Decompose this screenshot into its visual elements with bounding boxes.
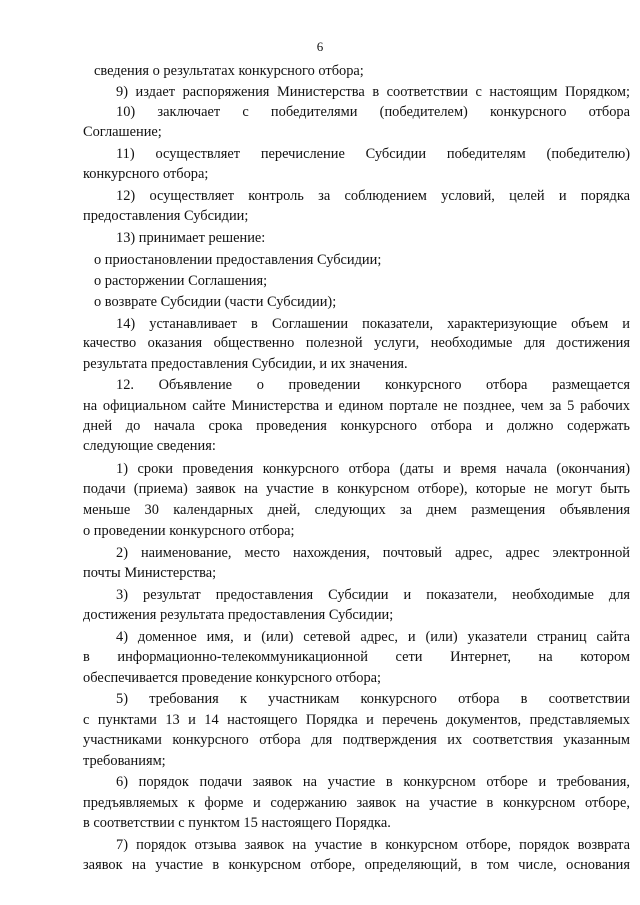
text-line: заявок на участие в конкурсном отборе, определяющий, в том числе, основания bbox=[83, 857, 630, 873]
text-line: конкурсного отбора; bbox=[83, 166, 209, 182]
text-line: результата предоставления Субсидии, и их значения. bbox=[83, 356, 408, 372]
text-line: 12) осуществляет контроль за соблюдением условий, целей и порядка bbox=[116, 188, 630, 204]
text-line: участниками конкурсного отбора для подтверждения их соответствия указанным bbox=[83, 732, 630, 748]
text-line: с пунктами 13 и 14 настоящего Порядка и перечень документов, представляемых bbox=[83, 712, 630, 728]
text-line: требованиям; bbox=[83, 753, 166, 769]
text-line: подачи (приема) заявок на участие в конкурсном отборе), которые не могут быть bbox=[83, 481, 630, 497]
text-line: о приостановлении предоставления Субсидии; bbox=[94, 252, 382, 268]
text-line: 10) заключает с победителями (победителем) конкурсного отбора bbox=[116, 104, 630, 120]
text-line: 12. Объявление о проведении конкурсного отбора размещается bbox=[116, 377, 630, 393]
text-line: в информационно-телекоммуникационной сети Интернет, на котором bbox=[83, 649, 630, 665]
text-line: о возврате Субсидии (части Субсидии); bbox=[94, 294, 337, 310]
text-line: 1) сроки проведения конкурсного отбора (даты и время начала (окончания) bbox=[116, 461, 630, 477]
text-line: предъявляемых к форме и содержанию заявок на участие в конкурсном отборе, bbox=[83, 795, 630, 811]
text-line: 7) порядок отзыва заявок на участие в конкурсном отборе, порядок возврата bbox=[116, 837, 630, 853]
text-line: качество оказания общественно полезной услуги, необходимые для достижения bbox=[83, 335, 630, 351]
text-line: предоставления Субсидии; bbox=[83, 208, 249, 224]
text-line: 5) требования к участникам конкурсного отбора в соответствии bbox=[116, 691, 630, 707]
text-line: 2) наименование, место нахождения, почтовый адрес, адрес электронной bbox=[116, 545, 630, 561]
text-line: следующие сведения: bbox=[83, 438, 216, 454]
text-line: обеспечивается проведение конкурсного отбора; bbox=[83, 670, 382, 686]
text-line: 6) порядок подачи заявок на участие в конкурсном отборе и требования, bbox=[116, 774, 630, 790]
text-line: 11) осуществляет перечисление Субсидии победителям (победителю) bbox=[116, 146, 630, 162]
text-line: 14) устанавливает в Соглашении показатели, характеризующие объем и bbox=[116, 316, 630, 332]
text-line: 3) результат предоставления Субсидии и показатели, необходимые для bbox=[116, 587, 630, 603]
text-line: 13) принимает решение: bbox=[116, 230, 266, 246]
text-line: в соответствии с пунктом 15 настоящего Порядка. bbox=[83, 815, 391, 831]
text-line: 9) издает распоряжения Министерства в соответствии с настоящим Порядком; bbox=[116, 84, 630, 100]
text-line: дней до начала срока проведения конкурсного отбора и должно содержать bbox=[83, 418, 630, 434]
text-line: почты Министерства; bbox=[83, 565, 217, 581]
text-line: сведения о результатах конкурсного отбора; bbox=[94, 63, 364, 79]
text-line: о проведении конкурсного отбора; bbox=[83, 523, 295, 539]
text-line: меньше 30 календарных дней, следующих за днем размещения объявления bbox=[83, 502, 630, 518]
text-line: Соглашение; bbox=[83, 124, 162, 140]
text-line: на официальном сайте Министерства и едином портале не позднее, чем за 5 рабочих bbox=[83, 398, 630, 414]
text-line: 4) доменное имя, и (или) сетевой адрес, и (или) указатели страниц сайта bbox=[116, 629, 630, 645]
page-number: 6 bbox=[316, 39, 324, 54]
text-line: о расторжении Соглашения; bbox=[94, 273, 268, 289]
text-line: достижения результата предоставления Субсидии; bbox=[83, 607, 394, 623]
